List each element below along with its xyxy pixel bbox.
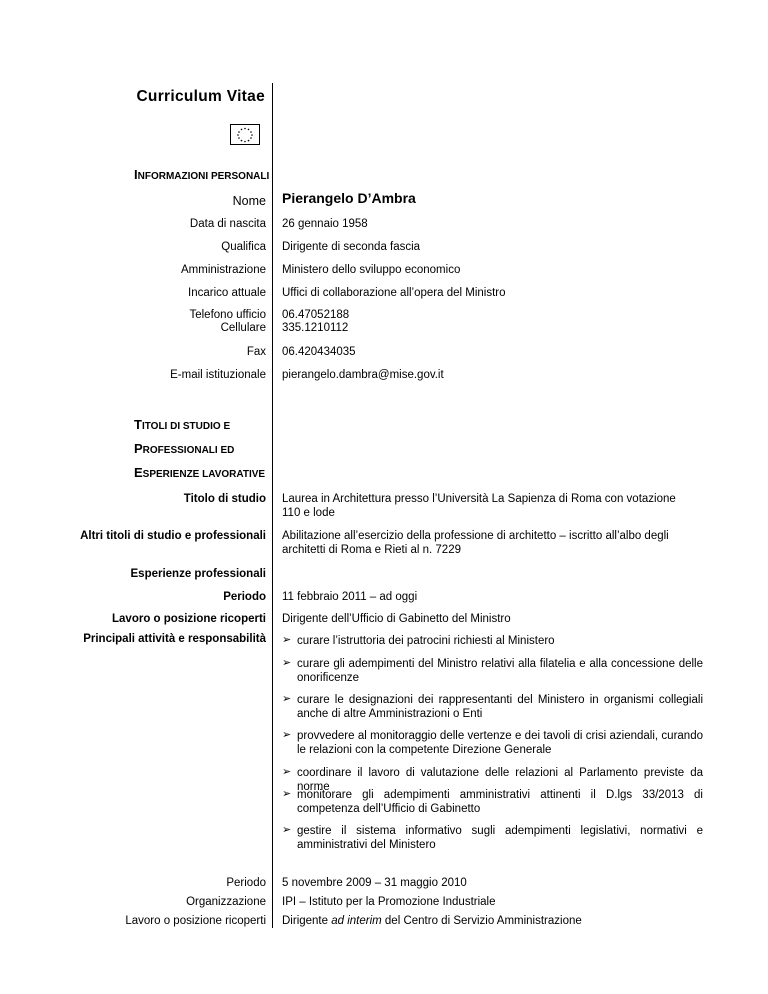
qualifica-value: Dirigente di seconda fascia <box>282 241 421 253</box>
amministrazione-value: Ministero dello sviluppo economico <box>282 264 461 276</box>
organizzazione-value: IPI – Istituto per la Promozione Industriale <box>282 896 496 908</box>
arrow-bullet-icon: ➢ <box>282 788 292 800</box>
list-item: ➢ provvedere al monitoraggio delle vertenze e dei tavoli di crisi aziendali, curando le relazioni con la competente Direzione Generale <box>282 729 703 756</box>
arrow-bullet-icon: ➢ <box>282 634 292 646</box>
altri-titoli-value: Abilitazione all’esercizio della professione di architetto – iscritto all’albo degli architetti di Roma e Rieti al n. 7229 <box>282 530 669 556</box>
periodo-value: 11 febbraio 2011 – ad oggi <box>282 591 418 603</box>
periodo2-value: 5 novembre 2009 – 31 maggio 2010 <box>282 877 467 889</box>
email-value: pierangelo.dambra@mise.gov.it <box>282 369 444 381</box>
esperienze-label: Esperienze professionali <box>130 568 266 580</box>
list-item: ➢ curare gli adempimenti del Ministro relativi alla filatelia e alla concessione delle onorificenze <box>282 657 703 684</box>
eu-flag-icon <box>230 124 260 145</box>
fax-label: Fax <box>246 346 266 358</box>
titolo-value: Laurea in Architettura presso l’Università La Sapienza di Roma con votazione 110 e lode <box>282 493 676 519</box>
arrow-bullet-icon: ➢ <box>282 693 292 705</box>
incarico-value: Uffici di collaborazione all’opera del Ministro <box>282 287 506 299</box>
arrow-bullet-icon: ➢ <box>282 729 292 741</box>
phone-value: 06.47052188 <box>282 309 350 321</box>
phone-label: Telefono ufficio <box>189 309 266 321</box>
attivita-label: Principali attività e responsabilità <box>83 633 266 645</box>
page-title: Curriculum Vitae <box>136 88 265 105</box>
fax-value: 06.420434035 <box>282 346 356 358</box>
lavoro-value: Dirigente dell’Ufficio di Gabinetto del Ministro <box>282 613 511 625</box>
qualifica-label: Qualifica <box>221 241 266 253</box>
arrow-bullet-icon: ➢ <box>282 824 292 836</box>
incarico-label: Incarico attuale <box>188 287 266 299</box>
periodo-label: Periodo <box>223 591 266 603</box>
list-item: ➢ curare l’istruttoria dei patrocini richiesti al Ministero <box>282 634 555 647</box>
name-label: Nome <box>232 194 266 208</box>
vertical-divider <box>272 83 273 928</box>
birthdate-value: 26 gennaio 1958 <box>282 218 368 230</box>
email-label: E-mail istituzionale <box>170 369 266 381</box>
section-titles-experience: TITOLI DI STUDIO E PROFESSIONALI ED ESPERIENZE LAVORATIVE <box>134 417 266 480</box>
altri-titoli-label: Altri titoli di studio e professionali <box>80 530 266 542</box>
lavoro-label: Lavoro o posizione ricoperti <box>112 613 266 625</box>
lavoro2-value: Dirigente ad interim del Centro di Servizio Amministrazione <box>282 915 582 927</box>
list-item: ➢ monitorare gli adempimenti amministrativi attinenti il D.lgs 33/2013 di competenza dell’Ufficio di Gabinetto <box>282 788 703 815</box>
mobile-value: 335.1210112 <box>282 322 349 334</box>
list-item: ➢ curare le designazioni dei rappresentanti del Ministero in organismi collegiali anche di altre Amministrazioni o Enti <box>282 693 703 720</box>
mobile-label: Cellulare <box>220 322 266 334</box>
arrow-bullet-icon: ➢ <box>282 766 292 778</box>
organizzazione-label: Organizzazione <box>186 896 266 908</box>
arrow-bullet-icon: ➢ <box>282 657 292 669</box>
titolo-label: Titolo di studio <box>183 493 266 505</box>
periodo2-label: Periodo <box>226 877 266 889</box>
list-item: ➢ gestire il sistema informativo sugli adempimenti legislativi, normativi e amministrativi del Ministero <box>282 824 703 851</box>
birthdate-label: Data di nascita <box>189 218 266 230</box>
name-value: Pierangelo D’Ambra <box>282 190 416 206</box>
section-personal-info: INFORMAZIONI PERSONALI <box>134 167 270 182</box>
list-item: ➢ coordinare il lavoro di valutazione delle relazioni al Parlamento previste da norme <box>282 766 703 793</box>
amministrazione-label: Amministrazione <box>181 264 266 276</box>
lavoro2-label: Lavoro o posizione ricoperti <box>125 915 266 927</box>
